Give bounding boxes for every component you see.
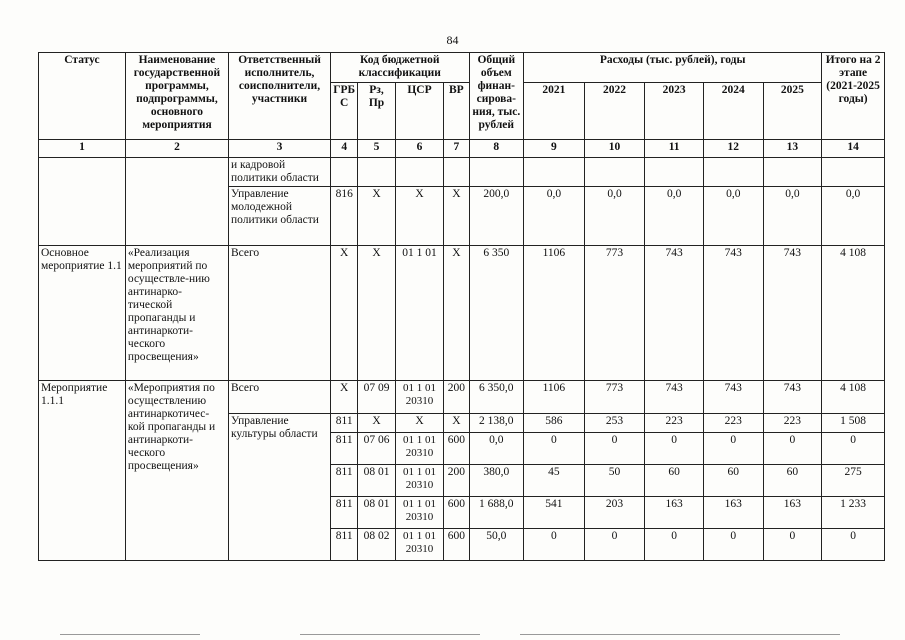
col-number: 10	[584, 140, 645, 158]
cell-responsible: и кадровой политики области	[228, 158, 330, 187]
cell-itogo: 4 108	[822, 381, 885, 414]
cell-csr: 01 1 01 20310	[395, 433, 444, 465]
cell-2024: 163	[703, 497, 763, 529]
header-responsible: Ответственный исполнитель, соисполнители, участники	[228, 53, 330, 140]
cell-2023: 0	[645, 529, 704, 561]
header-name: Наименование государственной программы, подпрограммы, основного мероприятия	[125, 53, 228, 140]
col-number: 7	[444, 140, 469, 158]
cell-status	[39, 158, 126, 246]
cell-itogo: 275	[822, 465, 885, 497]
cell-status: Основное мероприятие 1.1	[39, 246, 126, 381]
cell-total: 200,0	[469, 187, 524, 246]
cell-2025: 0,0	[763, 187, 822, 246]
cell-status: Мероприятие 1.1.1	[39, 381, 126, 561]
cell-2025: 60	[763, 465, 822, 497]
col-number: 8	[469, 140, 524, 158]
cell-csr: 01 1 01 20310	[395, 381, 444, 414]
cell-total: 0,0	[469, 433, 524, 465]
budget-table	[38, 52, 885, 561]
cell-name: «Мероприятия по осуществлению антинаркотичес-кой пропаганды и антинаркоти-ческого просвещения»	[125, 381, 228, 561]
cell-csr: 01 1 01	[395, 246, 444, 381]
header-total: Общий объем финан-сирова-ния, тыс. рублей	[469, 53, 524, 140]
cell-2023: 743	[645, 381, 704, 414]
table-row	[39, 381, 885, 414]
cell-rz: 07 09	[358, 381, 395, 414]
cell-2024: 0	[703, 433, 763, 465]
scan-edge-mark	[60, 634, 200, 635]
cell-csr: Х	[395, 414, 444, 433]
cell-itogo: 0	[822, 433, 885, 465]
cell-itogo: 0,0	[822, 187, 885, 246]
cell-rz: 08 01	[358, 465, 395, 497]
cell-total: 2 138,0	[469, 414, 524, 433]
header-row-1	[39, 53, 885, 83]
cell-2024: 0,0	[703, 187, 763, 246]
cell-2024: 223	[703, 414, 763, 433]
header-vr: ВР	[444, 83, 469, 140]
cell-total: 380,0	[469, 465, 524, 497]
cell-responsible: Всего	[228, 381, 330, 414]
scan-edge-mark	[300, 634, 480, 635]
cell-2021: 45	[524, 465, 585, 497]
cell-rz: Х	[358, 187, 395, 246]
cell-name	[125, 158, 228, 246]
cell-2022: 203	[584, 497, 645, 529]
cell-vr: 600	[444, 497, 469, 529]
cell-rz: 08 01	[358, 497, 395, 529]
cell-2021: 0	[524, 433, 585, 465]
cell-itogo: 0	[822, 529, 885, 561]
header-2021: 2021	[524, 83, 585, 140]
cell-grbs: 811	[331, 529, 358, 561]
cell-2023: 163	[645, 497, 704, 529]
cell-2025: 743	[763, 381, 822, 414]
cell-itogo: 4 108	[822, 246, 885, 381]
cell-2025: 743	[763, 246, 822, 381]
cell-2021: 586	[524, 414, 585, 433]
header-csr: ЦСР	[395, 83, 444, 140]
scan-edge-mark	[520, 634, 840, 635]
cell-vr: 600	[444, 529, 469, 561]
cell-total: 1 688,0	[469, 497, 524, 529]
cell-2023: 0,0	[645, 187, 704, 246]
cell-2021: 0,0	[524, 187, 585, 246]
cell-2022: 253	[584, 414, 645, 433]
cell-grbs: 811	[331, 497, 358, 529]
cell-total: 50,0	[469, 529, 524, 561]
col-number: 11	[645, 140, 704, 158]
cell-grbs: 811	[331, 433, 358, 465]
cell-rz: 07 06	[358, 433, 395, 465]
cell-2025: 223	[763, 414, 822, 433]
cell-2024: 60	[703, 465, 763, 497]
col-number: 2	[125, 140, 228, 158]
cell-responsible: Управление культуры области	[228, 414, 330, 561]
header-2024: 2024	[703, 83, 763, 140]
cell-grbs: 816	[331, 187, 358, 246]
cell-rz: 08 02	[358, 529, 395, 561]
cell-2023: 60	[645, 465, 704, 497]
cell-total: 6 350,0	[469, 381, 524, 414]
cell-vr: 200	[444, 381, 469, 414]
cell-2024: 0	[703, 529, 763, 561]
cell-2022: 0	[584, 433, 645, 465]
col-number: 13	[763, 140, 822, 158]
cell-total: 6 350	[469, 246, 524, 381]
cell-grbs: 811	[331, 465, 358, 497]
column-numbers-row	[39, 140, 885, 158]
cell-2021: 0	[524, 529, 585, 561]
header-2025: 2025	[763, 83, 822, 140]
cell-grbs: Х	[331, 381, 358, 414]
cell-rz: Х	[358, 246, 395, 381]
cell-2024: 743	[703, 381, 763, 414]
cell-vr: 200	[444, 465, 469, 497]
cell-2024: 743	[703, 246, 763, 381]
cell-2022: 0	[584, 529, 645, 561]
header-rz: Рз, Пр	[358, 83, 395, 140]
cell-2022: 773	[584, 246, 645, 381]
cell-responsible: Управление молодежной политики области	[228, 187, 330, 246]
cell-2021: 541	[524, 497, 585, 529]
col-number: 9	[524, 140, 585, 158]
col-number: 5	[358, 140, 395, 158]
col-number: 1	[39, 140, 126, 158]
header-status: Статус	[39, 53, 126, 140]
cell-rz: Х	[358, 414, 395, 433]
col-number: 6	[395, 140, 444, 158]
cell-csr: Х	[395, 187, 444, 246]
cell-vr: Х	[444, 246, 469, 381]
cell-grbs: Х	[331, 246, 358, 381]
cell-2021: 1106	[524, 246, 585, 381]
table-row	[39, 158, 885, 187]
cell-name: «Реализация мероприятий по осуществле-нию антинарко-тической пропаганды и антинаркоти-ческого просвещения»	[125, 246, 228, 381]
cell-2023: 223	[645, 414, 704, 433]
cell-2025: 0	[763, 529, 822, 561]
col-number: 12	[703, 140, 763, 158]
cell-itogo: 1 233	[822, 497, 885, 529]
col-number: 14	[822, 140, 885, 158]
col-number: 3	[228, 140, 330, 158]
cell-2021: 1106	[524, 381, 585, 414]
header-2022: 2022	[584, 83, 645, 140]
cell-csr: 01 1 01 20310	[395, 465, 444, 497]
cell-itogo: 1 508	[822, 414, 885, 433]
header-budget-code: Код бюджетной классификации	[331, 53, 469, 83]
cell-vr: Х	[444, 414, 469, 433]
cell-2022: 50	[584, 465, 645, 497]
cell-2022: 773	[584, 381, 645, 414]
cell-grbs: 811	[331, 414, 358, 433]
header-2023: 2023	[645, 83, 704, 140]
col-number: 4	[331, 140, 358, 158]
cell-csr: 01 1 01 20310	[395, 529, 444, 561]
cell-2025: 0	[763, 433, 822, 465]
cell-vr: Х	[444, 187, 469, 246]
cell-2022: 0,0	[584, 187, 645, 246]
cell-2025: 163	[763, 497, 822, 529]
page-number: 84	[446, 33, 459, 47]
cell-csr: 01 1 01 20310	[395, 497, 444, 529]
cell-vr: 600	[444, 433, 469, 465]
header-grbs: ГРБ С	[331, 83, 358, 140]
header-expenses: Расходы (тыс. рублей), годы	[524, 53, 822, 83]
table-row	[39, 246, 885, 381]
header-itogo: Итого на 2 этапе (2021-2025 годы)	[822, 53, 885, 140]
cell-2023: 743	[645, 246, 704, 381]
cell-2023: 0	[645, 433, 704, 465]
cell-responsible: Всего	[228, 246, 330, 381]
